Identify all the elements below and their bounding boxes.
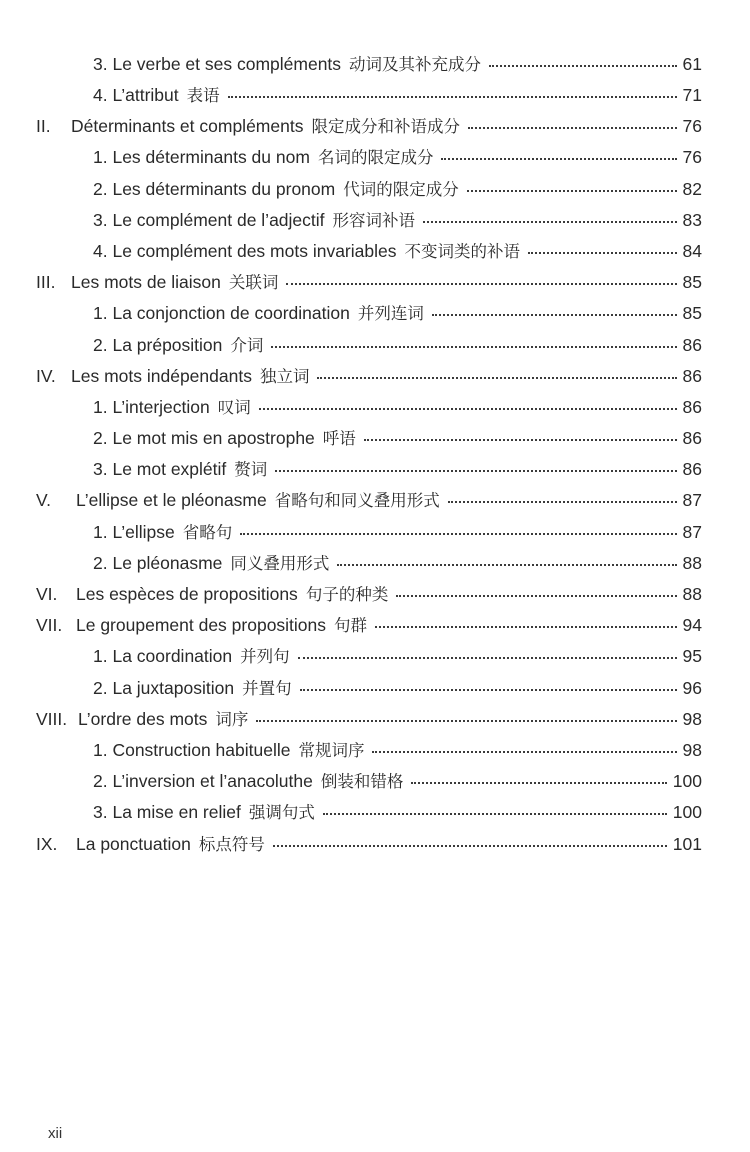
dot-leader xyxy=(240,533,676,535)
toc-entry xyxy=(0,143,750,174)
dot-leader xyxy=(441,158,676,160)
entry-label: 3. Le mot explétif xyxy=(93,459,227,480)
entry-page-number: 86 xyxy=(682,334,702,355)
entry-page-number: 98 xyxy=(682,739,702,760)
entry-chinese-label: 省略句 xyxy=(182,522,233,542)
toc-entry xyxy=(0,423,750,454)
section-page-number: 87 xyxy=(682,490,702,511)
toc-entry xyxy=(0,798,750,829)
section-label: Déterminants et compléments xyxy=(71,116,304,137)
toc-section xyxy=(0,704,750,735)
dot-leader xyxy=(423,221,677,223)
entry-label: 4. Le complément des mots invariables xyxy=(93,240,397,261)
section-page-number: 86 xyxy=(682,365,702,386)
entry-chinese-label: 赘词 xyxy=(234,460,268,480)
section-number: VIII. xyxy=(36,708,68,729)
entry-page-number: 85 xyxy=(682,303,702,324)
section-number: III. xyxy=(36,272,56,293)
entry-label: 3. Le complément de l’adjectif xyxy=(93,209,325,230)
toc-entry xyxy=(0,236,750,267)
entry-chinese-label: 强调句式 xyxy=(248,803,315,823)
toc-entry xyxy=(0,673,750,704)
section-number: IV. xyxy=(36,365,56,386)
entry-label: 2. Le pléonasme xyxy=(93,552,223,573)
entry-chinese-label: 并列连词 xyxy=(357,304,424,324)
entry-chinese-label: 并置句 xyxy=(242,678,292,698)
dot-leader xyxy=(323,813,667,815)
dot-leader xyxy=(489,65,676,67)
entry-page-number: 83 xyxy=(682,209,702,230)
entry-chinese-label: 常规词序 xyxy=(298,740,365,760)
entry-page-number: 100 xyxy=(672,771,702,792)
section-chinese-label: 词序 xyxy=(215,709,249,729)
dot-leader xyxy=(396,595,676,597)
section-number: IX. xyxy=(36,833,58,854)
entry-label: 1. La coordination xyxy=(93,646,233,667)
section-page-number: 98 xyxy=(682,708,702,729)
folio-page-number: xii xyxy=(48,1125,63,1142)
section-number: II. xyxy=(36,116,51,137)
entry-page-number: 76 xyxy=(682,147,702,168)
toc-entry xyxy=(0,454,750,485)
toc-section xyxy=(0,361,750,392)
toc-entry xyxy=(0,766,750,797)
entry-page-number: 86 xyxy=(682,459,702,480)
dot-leader xyxy=(271,346,676,348)
toc-entry xyxy=(0,517,750,548)
section-number: V. xyxy=(36,490,51,511)
section-label: L’ordre des mots xyxy=(78,708,208,729)
entry-chinese-label: 代词的限定成分 xyxy=(343,179,459,199)
entry-label: 2. La préposition xyxy=(93,334,223,355)
dot-leader xyxy=(448,501,677,503)
dot-leader xyxy=(411,782,666,784)
section-page-number: 101 xyxy=(672,833,702,854)
section-label: Les mots indépendants xyxy=(71,365,252,386)
section-page-number: 94 xyxy=(682,615,702,636)
entry-page-number: 82 xyxy=(682,178,702,199)
section-number: VI. xyxy=(36,584,58,605)
section-chinese-label: 限定成分和补语成分 xyxy=(311,117,460,137)
entry-label: 4. L’attribut xyxy=(93,85,179,106)
section-page-number: 76 xyxy=(682,116,702,137)
entry-chinese-label: 表语 xyxy=(186,86,220,106)
toc-section xyxy=(0,111,750,142)
entry-label: 2. Les déterminants du pronom xyxy=(93,178,336,199)
toc-entry xyxy=(0,548,750,579)
dot-leader xyxy=(259,408,677,410)
toc-entry xyxy=(0,49,750,80)
section-chinese-label: 句群 xyxy=(334,616,368,636)
section-page-number: 88 xyxy=(682,584,702,605)
toc-section xyxy=(0,610,750,641)
entry-chinese-label: 叹词 xyxy=(217,397,251,417)
dot-leader xyxy=(432,314,677,316)
toc-section xyxy=(0,579,750,610)
toc-entry xyxy=(0,299,750,330)
entry-label: 2. Le mot mis en apostrophe xyxy=(93,428,315,449)
entry-chinese-label: 呼语 xyxy=(322,429,356,449)
entry-chinese-label: 同义叠用形式 xyxy=(230,553,330,573)
entry-label: 2. La juxtaposition xyxy=(93,677,235,698)
entry-page-number: 100 xyxy=(672,802,702,823)
section-page-number: 85 xyxy=(682,272,702,293)
dot-leader xyxy=(286,283,676,285)
toc-section xyxy=(0,486,750,517)
dot-leader xyxy=(375,626,677,628)
dot-leader xyxy=(275,470,676,472)
dot-leader xyxy=(372,751,676,753)
entry-page-number: 71 xyxy=(682,85,702,106)
section-label: La ponctuation xyxy=(76,833,191,854)
entry-page-number: 86 xyxy=(682,396,702,417)
dot-leader xyxy=(298,657,677,659)
entry-page-number: 95 xyxy=(682,646,702,667)
entry-page-number: 84 xyxy=(682,240,702,261)
dot-leader xyxy=(467,190,677,192)
entry-page-number: 96 xyxy=(682,677,702,698)
table-of-contents xyxy=(0,49,750,860)
dot-leader xyxy=(528,252,677,254)
entry-label: 3. La mise en relief xyxy=(93,802,241,823)
section-chinese-label: 关联词 xyxy=(228,273,279,293)
dot-leader xyxy=(256,720,676,722)
entry-chinese-label: 动词及其补充成分 xyxy=(349,54,482,74)
section-label: Les mots de liaison xyxy=(71,272,221,293)
dot-leader xyxy=(364,439,677,441)
toc-entry xyxy=(0,174,750,205)
dot-leader xyxy=(317,377,676,379)
toc-entry xyxy=(0,735,750,766)
section-chinese-label: 独立词 xyxy=(259,366,310,386)
toc-section xyxy=(0,267,750,298)
toc-entry xyxy=(0,80,750,111)
section-chinese-label: 省略句和同义叠用形式 xyxy=(274,491,440,511)
entry-label: 2. L’inversion et l’anacoluthe xyxy=(93,771,313,792)
section-chinese-label: 标点符号 xyxy=(198,834,265,854)
entry-label: 1. L’interjection xyxy=(93,396,210,417)
entry-label: 1. La conjonction de coordination xyxy=(93,303,350,324)
toc-entry xyxy=(0,205,750,236)
entry-chinese-label: 形容词补语 xyxy=(332,210,416,230)
entry-chinese-label: 名词的限定成分 xyxy=(317,148,434,168)
section-label: L’ellipse et le pléonasme xyxy=(76,490,267,511)
section-label: Les espèces de propositions xyxy=(76,584,298,605)
dot-leader xyxy=(273,845,667,847)
entry-chinese-label: 并列句 xyxy=(240,647,290,667)
entry-label: 1. L’ellipse xyxy=(93,521,175,542)
toc-entry xyxy=(0,392,750,423)
entry-label: 1. Les déterminants du nom xyxy=(93,147,310,168)
section-label: Le groupement des propositions xyxy=(76,615,327,636)
entry-page-number: 61 xyxy=(682,53,702,74)
section-chinese-label: 句子的种类 xyxy=(305,585,389,605)
section-number: VII. xyxy=(36,615,63,636)
toc-entry xyxy=(0,642,750,673)
entry-page-number: 86 xyxy=(682,428,702,449)
dot-leader xyxy=(468,127,677,129)
dot-leader xyxy=(228,96,677,98)
entry-chinese-label: 介词 xyxy=(230,335,264,355)
entry-label: 1. Construction habituelle xyxy=(93,739,291,760)
entry-page-number: 87 xyxy=(682,521,702,542)
toc-section xyxy=(0,829,750,860)
toc-entry xyxy=(0,330,750,361)
entry-chinese-label: 不变词类的补语 xyxy=(404,241,520,261)
dot-leader xyxy=(337,564,676,566)
entry-label: 3. Le verbe et ses compléments xyxy=(93,53,342,74)
entry-page-number: 88 xyxy=(682,552,702,573)
entry-chinese-label: 倒装和错格 xyxy=(320,772,404,792)
dot-leader xyxy=(300,689,677,691)
